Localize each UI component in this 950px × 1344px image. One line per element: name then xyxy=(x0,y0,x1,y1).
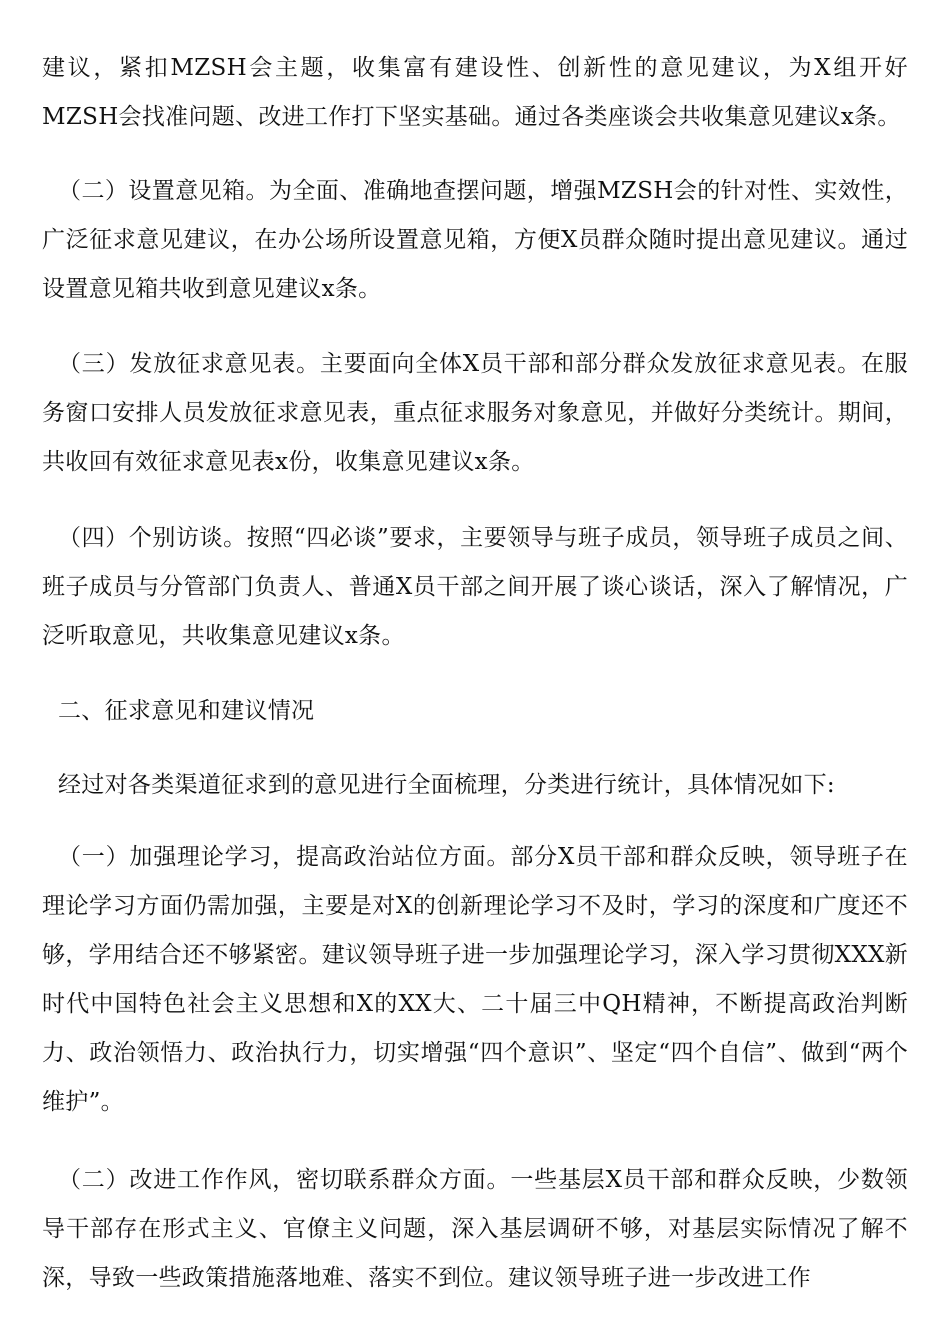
paragraph-summary-intro: 经过对各类渠道征求到的意见进行全面梳理，分类进行统计，具体情况如下: xyxy=(58,772,835,798)
paragraph-theory-study: （一）加强理论学习，提高政治站位方面。部分X员干部和群众反映，领导班子在理论学习方面仍需加强，主要是对X的创新理论学习不及时，学习的深度和广度还不够，学用结合还不够紧密。建议领导班子进一步加强理论学习，深入学习贯彻XXX新时代中国特色社会主义思想和X的XX大、二十届三中QH精神，不断提高政治判断力、政治领悟力、政治执行力，切实增强“四个意识”、坚定“四个自信”、做到“两个维护”。 xyxy=(42,844,908,1115)
paragraph-questionnaire: （三）发放征求意见表。主要面向全体X员干部和部分群众发放征求意见表。在服务窗口安排人员发放征求意见表，重点征求服务对象意见，并做好分类统计。期间，共收回有效征求意见表x份，收集意见建议x条。 xyxy=(42,351,908,475)
paragraph-suggestion-box: （二）设置意见箱。为全面、准确地查摆问题，增强MZSH会的针对性、实效性，广泛征求意见建议，在办公场所设置意见箱，方便X员群众随时提出意见建议。通过设置意见箱共收到意见建议x条。 xyxy=(42,178,908,302)
paragraph-continuation: 建议，紧扣MZSH会主题，收集富有建设性、创新性的意见建议，为X组开好MZSH会找准问题、改进工作打下坚实基础。通过各类座谈会共收集意见建议x条。 xyxy=(42,55,908,130)
paragraph-work-style: （二）改进工作作风，密切联系群众方面。一些基层X员干部和群众反映，少数领导干部存在形式主义、官僚主义问题，深入基层调研不够，对基层实际情况了解不深，导致一些政策措施落地难、落实不到位。建议领导班子进一步改进工作 xyxy=(42,1167,908,1291)
section-heading: 二、征求意见和建议情况 xyxy=(58,698,315,724)
paragraph-interviews: （四）个别访谈。按照“四必谈”要求，主要领导与班子成员，领导班子成员之间、班子成员与分管部门负责人、普通X员干部之间开展了谈心谈话，深入了解情况，广泛听取意见，共收集意见建议x条。 xyxy=(42,525,908,649)
